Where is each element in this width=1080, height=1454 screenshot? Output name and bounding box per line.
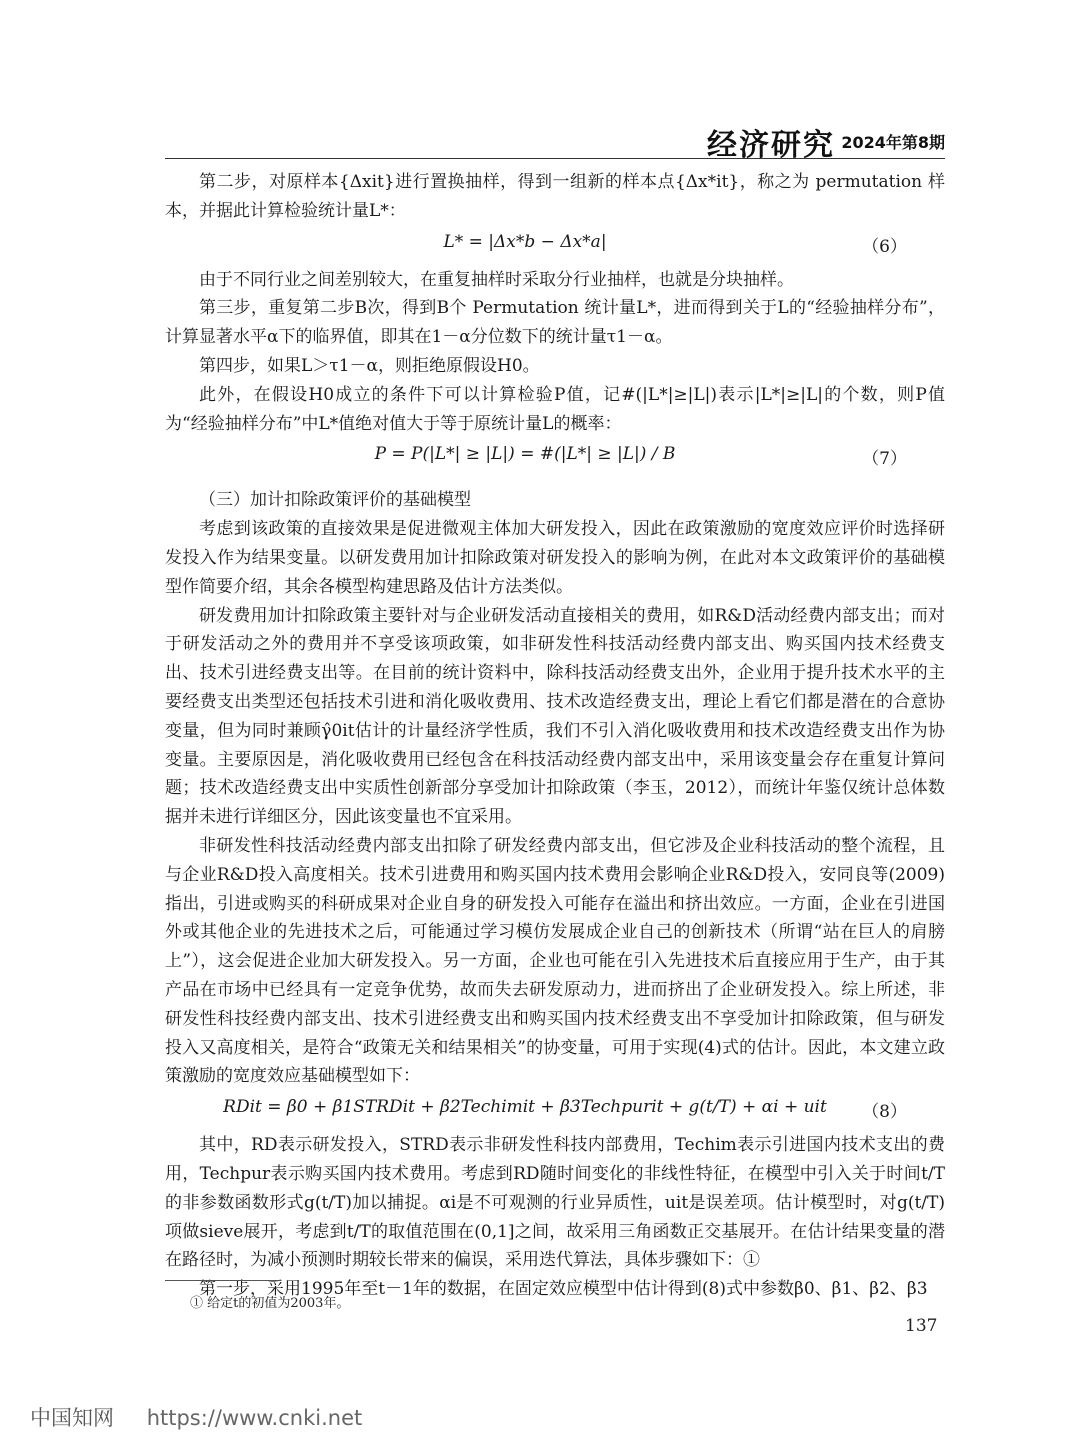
equation-7: [165, 438, 945, 486]
article-body: [165, 168, 945, 1304]
equation-8: [165, 1091, 945, 1131]
paragraph: 此外，在假设H0成立的条件下可以计算检验P值，记#(|L*|≥|L|)表示|L*|≥|L|的个数，则P值为“经验抽样分布”中L*值绝对值大于等于原统计量L的概率：: [165, 384, 945, 434]
equation-body: RDit = β0 + β1STRDit + β2Techimit + β3Techpurit + g(t/T) + αi + uit: [223, 1097, 827, 1118]
footnote-divider: [165, 1280, 280, 1281]
paragraph: 第二步，对原样本{Δxit}进行置换抽样，得到一组新的样本点{Δx*it}，称之为 permutation 样本，并据此计算检验统计量L*：: [165, 172, 945, 221]
equation-body: P = P(|L*| ≥ |L|) = #(|L*| ≥ |L|) / B: [374, 444, 676, 465]
page-header: [165, 118, 945, 163]
paragraph: 研发费用加计扣除政策主要针对与企业研发活动直接相关的费用，如R&D活动经费内部支出；而对于研发活动之外的费用并不享受该项政策，如非研发性科技活动经费内部支出、购买国内技术经费支出、技术引进经费支出等。在目前的统计资料中，除科技活动经费支出外，企业用于提升技术水平的主要经费支出类型还包括技术引进和消化吸收费用、技术改造经费支出，理论上看它们都是潜在的合意协变量，但为同时兼顾γ̂0it估计的计量经济学性质，我们不引入消化吸收费用和技术改造经费支出作为协变量。主要原因是，消化吸收费用已经包含在科技活动经费内部支出中，采用该变量会存在重复计算问题；技术改造经费支出中实质性创新部分享受加计扣除政策（李玉，2012），而统计年鉴仅统计总体数据并未进行详细区分，因此该变量也不宜采用。: [165, 605, 945, 828]
paragraph: 第三步，重复第二步B次，得到B个 Permutation 统计量L*，进而得到关于L的“经验抽样分布”，计算显著水平α下的临界值，即其在1－α分位数下的统计量τ1－α。: [165, 298, 945, 348]
paragraph: 由于不同行业之间差别较大，在重复抽样时采取分行业抽样，也就是分块抽样。: [199, 269, 794, 290]
paragraph: 第四步，如果L＞τ1－α，则拒绝原假设H0。: [199, 355, 540, 376]
watermark-site: 中国知网: [30, 1406, 114, 1430]
paragraph: 非研发性科技活动经费内部支出扣除了研发经费内部支出，但它涉及企业科技活动的整个流程，且与企业R&D投入高度相关。技术引进费用和购买国内技术费用会影响企业R&D投入，安同良等(2009)指出，引进或购买的科研成果对企业自身的研发投入可能存在溢出和挤出效应。一方面，企业在引进国外或其他企业的先进技术之后，可能通过学习模仿发展成企业自己的创新技术（所谓“站在巨人的肩膀上”），这会促进企业加大研发投入。另一方面，企业也可能在引入先进技术后直接应用于生产，由于其产品在市场中已经具有一定竞争优势，故而失去研发原动力，进而挤出了企业研发投入。综上所述，非研发性科技经费内部支出、技术引进经费支出和购买国内技术经费支出不享受加计扣除政策，但与研发投入又高度相关，是符合“政策无关和结果相关”的协变量，可用于实现(4)式的估计。因此，本文建立政策激励的宽度效应基础模型如下：: [165, 835, 945, 1087]
watermark: [30, 1402, 362, 1432]
footnote: ① 给定t的初值为2003年。: [190, 1296, 350, 1311]
issue-label: 2024年第8期: [841, 133, 945, 152]
page-number: 137: [905, 1316, 938, 1336]
section-heading: （三）加计扣除政策评价的基础模型: [199, 490, 471, 511]
equation-number: （7）: [862, 449, 907, 470]
watermark-url[interactable]: https://www.cnki.net: [146, 1406, 363, 1430]
paragraph: 其中，RD表示研发投入，STRD表示非研发性科技内部费用，Techim表示引进国内技术支出的费用，Techpur表示购买国内技术费用。考虑到RD随时间变化的非线性特征，在模型中引入关于时间t/T的非参数函数形式g(t/T)加以捕捉。αi是不可观测的行业异质性，uit是误差项。估计模型时，对g(t/T)项做sieve展开，考虑到t/T的取值范围在(0,1]之间，故采用三角函数正交基展开。在估计结果变量的潜在路径时，为减小预测时期较长带来的偏误，采用迭代算法，具体步骤如下：①: [165, 1135, 945, 1271]
journal-name: 经济研究: [707, 128, 835, 163]
equation-number: （8）: [862, 1102, 907, 1123]
paragraph: 考虑到该政策的直接效果是促进微观主体加大研发投入，因此在政策激励的宽度效应评价时选择研发投入作为结果变量。以研发费用加计扣除政策对研发投入的影响为例，在此对本文政策评价的基础模型作简要介绍，其余各模型构建思路及估计方法类似。: [165, 519, 945, 597]
equation-body: L* = |Δx*b − Δx*a|: [443, 231, 607, 252]
equation-6: [165, 226, 945, 266]
equation-number: （6）: [862, 236, 907, 257]
paragraph: 第一步，采用1995年至t－1年的数据，在固定效应模型中估计得到(8)式中参数β0、β1、β2、β3: [199, 1279, 928, 1300]
